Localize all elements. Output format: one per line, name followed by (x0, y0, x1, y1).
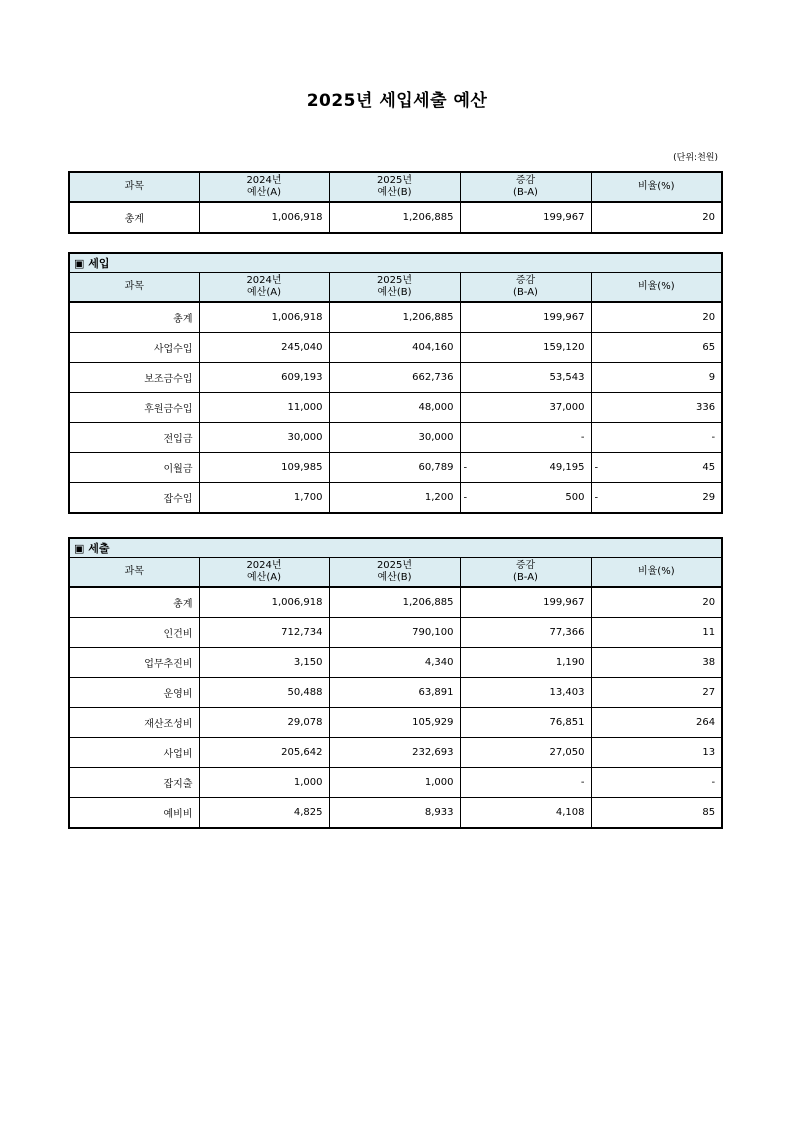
header-row (69, 273, 722, 303)
row-label: 총계 (69, 302, 199, 333)
ratio-value (591, 483, 722, 514)
budget-2024-value: 3,150 (199, 648, 329, 678)
budget-2025-value: 48,000 (329, 393, 460, 423)
ratio-value (591, 587, 722, 618)
header-subject: 과목 (69, 273, 199, 303)
change-value (460, 678, 591, 708)
table-row (69, 333, 722, 363)
ratio-value (591, 453, 722, 483)
table-row (69, 302, 722, 333)
change-value-text: 199,967 (543, 212, 585, 223)
header-2024-budget: 2024년 예산(A) (199, 273, 329, 303)
unit-label: (단위:천원) (673, 153, 718, 163)
ratio-value (591, 648, 722, 678)
table-row (69, 423, 722, 453)
budget-2025-value: 404,160 (329, 333, 460, 363)
minus-sign: - (463, 492, 468, 503)
expense-table (68, 537, 723, 829)
ratio-value (591, 618, 722, 648)
row-label: 예비비 (69, 798, 199, 829)
row-label: 전입금 (69, 423, 199, 453)
header-change: 증감 (B-A) (460, 273, 591, 303)
change-value-text: 76,851 (549, 717, 585, 728)
budget-2024-value: 11,000 (199, 393, 329, 423)
ratio-value-text: 20 (702, 597, 716, 608)
change-value-text: 13,403 (549, 687, 585, 698)
summary-table (68, 171, 723, 234)
revenue-table (68, 252, 723, 514)
change-value-text: 77,366 (549, 627, 585, 638)
change-value (460, 618, 591, 648)
row-label: 후원금수입 (69, 393, 199, 423)
ratio-value-text: 336 (695, 402, 716, 413)
budget-2024-value: 29,078 (199, 708, 329, 738)
table-row (69, 393, 722, 423)
change-value (460, 423, 591, 453)
change-value (460, 393, 591, 423)
budget-2025-value: 662,736 (329, 363, 460, 393)
change-value (460, 483, 591, 514)
header-2024-budget: 2024년 예산(A) (199, 558, 329, 588)
header-2024-budget: 2024년 예산(A) (199, 172, 329, 202)
table-row (69, 483, 722, 514)
ratio-value-text: 65 (702, 342, 716, 353)
change-value (460, 202, 591, 233)
ratio-value-text: 20 (702, 212, 715, 223)
ratio-value (591, 738, 722, 768)
ratio-value (591, 708, 722, 738)
expense-section-title: ▣ 세출 (69, 538, 722, 558)
budget-2024-value: 1,006,918 (199, 587, 329, 618)
header-ratio: 비율(%) (591, 273, 722, 303)
ratio-value-text: 9 (708, 372, 716, 383)
ratio-value (591, 798, 722, 829)
ratio-value-text: 85 (702, 807, 716, 818)
table-row (69, 648, 722, 678)
budget-2025-value: 60,789 (329, 453, 460, 483)
ratio-value (591, 333, 722, 363)
change-value (460, 798, 591, 829)
row-label: 사업비 (69, 738, 199, 768)
table-row (69, 363, 722, 393)
budget-2024-value: 245,040 (199, 333, 329, 363)
ratio-value-text: 11 (702, 627, 716, 638)
header-subject: 과목 (69, 558, 199, 588)
section-title-row (69, 538, 722, 558)
table-row (69, 708, 722, 738)
change-value-text: - (580, 432, 585, 443)
minus-sign: - (463, 462, 468, 473)
change-value (460, 738, 591, 768)
budget-2025-value: 8,933 (329, 798, 460, 829)
row-label: 업무추진비 (69, 648, 199, 678)
budget-2024-value: 30,000 (199, 423, 329, 453)
change-value-text: 27,050 (549, 747, 585, 758)
row-label: 사업수입 (69, 333, 199, 363)
change-value-text: 37,000 (549, 402, 585, 413)
change-value (460, 363, 591, 393)
row-label: 운영비 (69, 678, 199, 708)
ratio-value (591, 302, 722, 333)
table-row (69, 768, 722, 798)
header-2025-budget: 2025년 예산(B) (329, 558, 460, 588)
budget-2024-value: 712,734 (199, 618, 329, 648)
header-2025-budget: 2025년 예산(B) (329, 273, 460, 303)
ratio-value-text: 27 (702, 687, 716, 698)
ratio-value-text: 38 (702, 657, 716, 668)
change-value-text: 199,967 (543, 312, 585, 323)
ratio-value-text: 29 (702, 492, 716, 503)
ratio-value-text: 264 (695, 717, 716, 728)
ratio-value (591, 363, 722, 393)
change-value-text: 159,120 (543, 342, 585, 353)
ratio-value (591, 423, 722, 453)
row-label: 잡수입 (69, 483, 199, 514)
table-row (69, 798, 722, 829)
ratio-value (591, 393, 722, 423)
table-row (69, 678, 722, 708)
ratio-value-text: - (711, 777, 716, 788)
header-change: 증감 (B-A) (460, 172, 591, 202)
change-value-text: 1,190 (555, 657, 585, 668)
change-value-text: 53,543 (549, 372, 585, 383)
change-value-text: 4,108 (555, 807, 585, 818)
budget-2025-value: 790,100 (329, 618, 460, 648)
minus-sign: - (594, 462, 599, 473)
table-row (69, 587, 722, 618)
row-label: 이월금 (69, 453, 199, 483)
row-label: 총계 (69, 202, 199, 233)
change-value (460, 333, 591, 363)
ratio-value-text: 13 (702, 747, 716, 758)
change-value (460, 302, 591, 333)
budget-2025-value: 4,340 (329, 648, 460, 678)
row-label: 보조금수입 (69, 363, 199, 393)
budget-2024-value: 1,700 (199, 483, 329, 514)
budget-2025-value: 232,693 (329, 738, 460, 768)
budget-2024-value: 609,193 (199, 363, 329, 393)
row-label: 잡지출 (69, 768, 199, 798)
header-row (69, 172, 722, 202)
budget-2024-value: 1,000 (199, 768, 329, 798)
ratio-value (591, 202, 722, 233)
budget-2024-value: 4,825 (199, 798, 329, 829)
header-2025-budget: 2025년 예산(B) (329, 172, 460, 202)
change-value (460, 587, 591, 618)
ratio-value-text: 45 (702, 462, 716, 473)
change-value (460, 708, 591, 738)
header-row (69, 558, 722, 588)
page-title: 2025년 세입세출 예산 (306, 91, 488, 111)
change-value-text: 500 (565, 492, 585, 503)
budget-2025-value: 1,200 (329, 483, 460, 514)
change-value-text: - (580, 777, 585, 788)
change-value (460, 453, 591, 483)
budget-2025-value: 30,000 (329, 423, 460, 453)
header-change: 증감 (B-A) (460, 558, 591, 588)
section-title-row (69, 253, 722, 273)
header-ratio: 비율(%) (591, 558, 722, 588)
budget-2025-value: 1,206,885 (329, 202, 460, 233)
change-value (460, 768, 591, 798)
table-row (69, 738, 722, 768)
table-row (69, 618, 722, 648)
budget-2025-value: 1,000 (329, 768, 460, 798)
header-subject: 과목 (69, 172, 199, 202)
budget-2024-value: 205,642 (199, 738, 329, 768)
header-ratio: 비율(%) (591, 172, 722, 202)
row-label: 인건비 (69, 618, 199, 648)
change-value (460, 648, 591, 678)
change-value-text: 49,195 (549, 462, 585, 473)
ratio-value-text: 20 (702, 312, 716, 323)
budget-2025-value: 105,929 (329, 708, 460, 738)
revenue-section-title: ▣ 세입 (69, 253, 722, 273)
ratio-value (591, 678, 722, 708)
budget-2024-value: 1,006,918 (199, 302, 329, 333)
budget-2024-value: 50,488 (199, 678, 329, 708)
budget-2024-value: 109,985 (199, 453, 329, 483)
table-row (69, 453, 722, 483)
row-label: 총계 (69, 587, 199, 618)
ratio-value (591, 768, 722, 798)
budget-2025-value: 63,891 (329, 678, 460, 708)
minus-sign: - (594, 492, 599, 503)
table-row (69, 202, 722, 233)
budget-2025-value: 1,206,885 (329, 587, 460, 618)
budget-2025-value: 1,206,885 (329, 302, 460, 333)
ratio-value-text: - (711, 432, 716, 443)
change-value-text: 199,967 (543, 597, 585, 608)
row-label: 재산조성비 (69, 708, 199, 738)
budget-2024-value: 1,006,918 (199, 202, 329, 233)
